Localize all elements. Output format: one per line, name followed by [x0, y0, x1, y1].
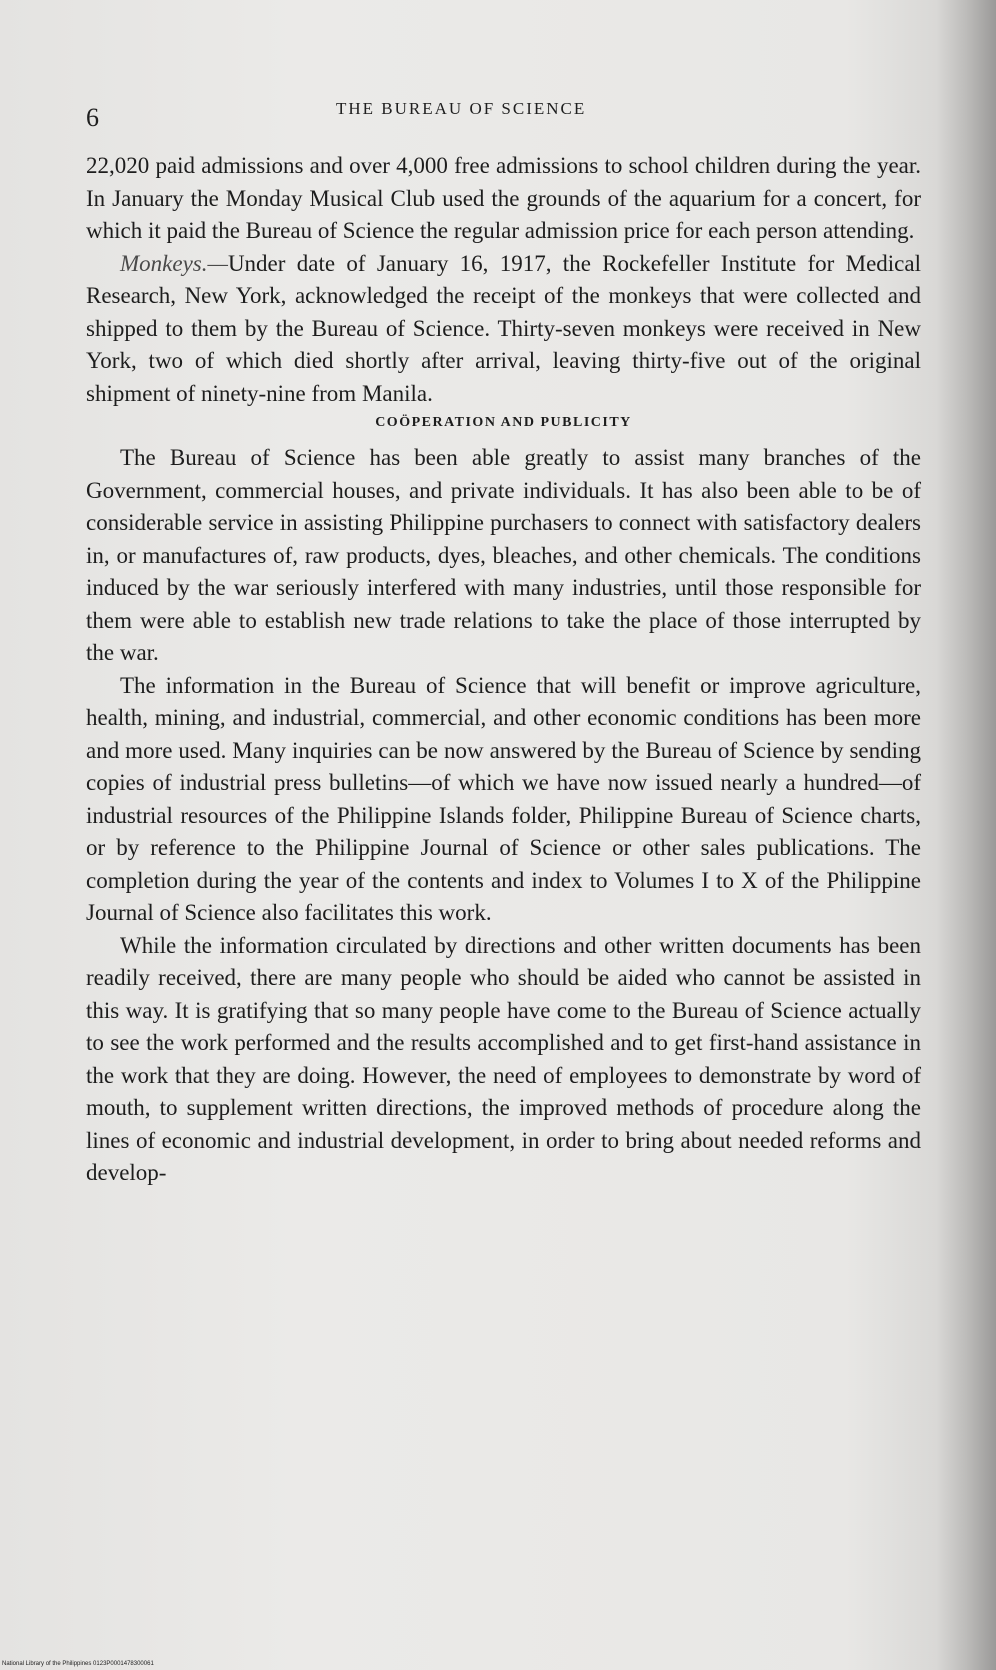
paragraph-information: The information in the Bureau of Science that will benefit or improve agriculture, health, mining, and industrial, commercial, and other economic conditions has been more and more used. Many inquiries can be now answered by the Bureau of Science by sending copies of industrial press bulletins—of which we have now issued nearly a hundred—of industrial resources of the Philippine Islands folder, Philippine Bureau of Science charts, or by reference to the Philippine Journal of Science or other sales publications. The completion during the year of the contents and index to Volumes I to X of the Philippine Journal of Science also facilitates this work.	[86, 672, 921, 925]
paragraph-demonstration: While the information circulated by directions and other written documents has been readily received, there are many people who should be aided who cannot be assisted in this way. It is gratifying that so many people have come to the Bureau of Science actually to see the work performed and the results accomplished and to get first-hand assistance in the work that they are doing. However, the need of employees to demonstrate by word of mouth, to supplement written directions, the improved methods of procedure along the lines of economic and industrial development, in order to bring about needed reforms and develop-	[86, 932, 921, 1185]
paragraph-monkeys	[86, 248, 921, 411]
section-heading: COÖPERATION AND PUBLICITY	[375, 415, 632, 430]
paragraph-assistance: The Bureau of Science has been able greatly to assist many branches of the Government, commercial houses, and private individuals. It has also been able to be of considerable service in assisting Philippine purchasers to connect with satisfactory dealers in, or manufactures of, raw products, dyes, bleaches, and other chemicals. The conditions induced by the war seriously interfered with many industries, until those responsible for them were able to establish new trade relations to take the place of those interrupted by the war.	[86, 445, 921, 665]
run-in-heading-monkeys: Monkeys.—	[120, 250, 228, 276]
page-header	[86, 95, 921, 135]
page-number: 6	[86, 103, 99, 132]
scan-credit-footer: National Library of the Philippines 0123P0001478300061	[2, 1661, 154, 1667]
paragraph-monkeys-text: Under date of January 16, 1917, the Rockefeller Institute for Medical Research, New York, acknowledged the receipt of the monkeys that were collected and shipped to them by the Bureau of Science. Thirty-seven monkeys were received in New York, two of which died shortly after arrival, leaving thirty-five out of the original shipment of ninety-nine from Manila.	[86, 250, 921, 406]
page-body	[86, 150, 921, 1190]
paragraph-admissions: 22,020 paid admissions and over 4,000 free admissions to school children during the year. In January the Monday Musical Club used the grounds of the aquarium for a concert, for which it paid the Bureau of Science the regular admission price for each person attending.	[86, 153, 921, 243]
running-head: THE BUREAU OF SCIENCE	[336, 99, 587, 118]
